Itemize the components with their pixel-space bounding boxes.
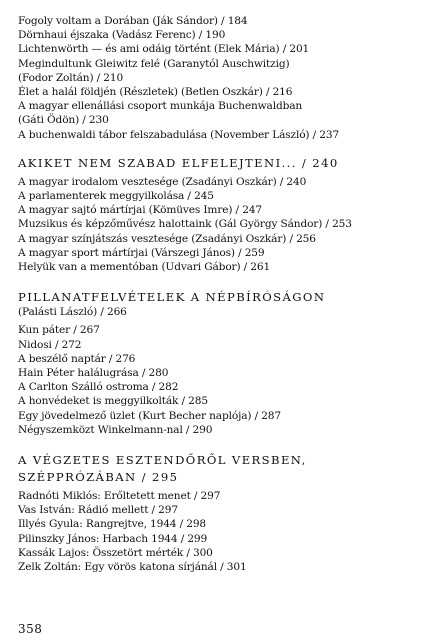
section-top-entries xyxy=(18,14,443,142)
toc-entry: A magyar színjátszás vesztesége (Zsadányi Oszkár) / 256 xyxy=(18,232,316,245)
toc-entry: A magyar sport mártírjai (Várszegi János) / 259 xyxy=(18,246,265,259)
toc-entry: Helyük van a mementóban (Udvari Gábor) / 261 xyxy=(18,261,271,274)
toc-entry: A beszélő naptár / 276 xyxy=(18,352,136,365)
toc-entry: A magyar irodalom vesztesége (Zsadányi Oszkár) / 240 xyxy=(18,175,307,188)
toc-entry: Dörnhaui éjszaka (Vadász Ferenc) / 190 xyxy=(18,29,226,42)
toc-entry: (Gáti Ödön) / 230 xyxy=(18,114,109,127)
section-heading: A VÉGZETES ESZTENDŐRŐL VERSBEN, xyxy=(18,453,307,468)
toc-entry: Muzsikus és képzőművész halottaink (Gál György Sándor) / 253 xyxy=(18,218,352,231)
toc-entry: A honvédeket is meggyilkolták / 285 xyxy=(18,395,208,408)
toc-entry: Megindultunk Gleiwitz felé (Garanytól Auschwitzig) xyxy=(18,57,290,70)
section-heading-continued: SZÉPPRÓZÁBAN / 295 xyxy=(18,470,179,485)
toc-entry: Élet a halál földjén (Részletek) (Betlen Oszkár) / 216 xyxy=(18,86,293,99)
toc-entry: Egy jövedelmező üzlet (Kurt Becher naplója) / 287 xyxy=(18,409,281,422)
table-of-contents-page xyxy=(18,14,443,574)
toc-entry: Négyszemközt Winkelmann-nal / 290 xyxy=(18,423,213,436)
section-subheading: (Palásti László) / 266 xyxy=(18,306,127,319)
toc-entry: Kassák Lajos: Összetört mérték / 300 xyxy=(18,546,213,559)
toc-entry: Hain Péter halálugrása / 280 xyxy=(18,367,169,380)
toc-entry: A buchenwaldi tábor felszabadulása (November László) / 237 xyxy=(18,128,340,141)
page-number: 358 xyxy=(18,622,43,636)
section-heading: AKIKET NEM SZABAD ELFELEJTENI... / 240 xyxy=(18,155,339,170)
toc-entry: Kun páter / 267 xyxy=(18,324,100,337)
section-pillanatfelvetelek xyxy=(18,290,443,437)
toc-entry: Zelk Zoltán: Egy vörös katona sírjánál / 301 xyxy=(18,561,247,574)
toc-entry: A Carlton Szálló ostroma / 282 xyxy=(18,381,179,394)
toc-entry: Radnóti Miklós: Erőltetett menet / 297 xyxy=(18,490,221,503)
section-vegzetes-esztendo xyxy=(18,453,443,574)
toc-entry: Vas István: Rádió mellett / 297 xyxy=(18,504,178,517)
toc-entry: Pilinszky János: Harbach 1944 / 299 xyxy=(18,532,208,545)
toc-entry: Lichtenwörth — és ami odáig történt (Elek Mária) / 201 xyxy=(18,43,310,56)
section-akiket-nem-szabad xyxy=(18,156,443,274)
toc-entry: Illyés Gyula: Rangrejtve, 1944 / 298 xyxy=(18,518,207,531)
toc-entry: (Fodor Zoltán) / 210 xyxy=(18,71,124,84)
toc-entry: Fogoly voltam a Dorában (Ják Sándor) / 184 xyxy=(18,15,248,27)
toc-entry: A magyar ellenállási csoport munkája Buchenwaldban xyxy=(18,100,303,113)
toc-entry: A magyar sajtó mártírjai (Kömüves Imre) / 247 xyxy=(18,204,262,217)
toc-entry: Nidosi / 272 xyxy=(18,338,82,351)
toc-entry: A parlamenterek meggyilkolása / 245 xyxy=(18,190,214,203)
section-heading: PILLANATFELVÉTELEK A NÉPBÍRÓSÁGON xyxy=(18,290,326,305)
